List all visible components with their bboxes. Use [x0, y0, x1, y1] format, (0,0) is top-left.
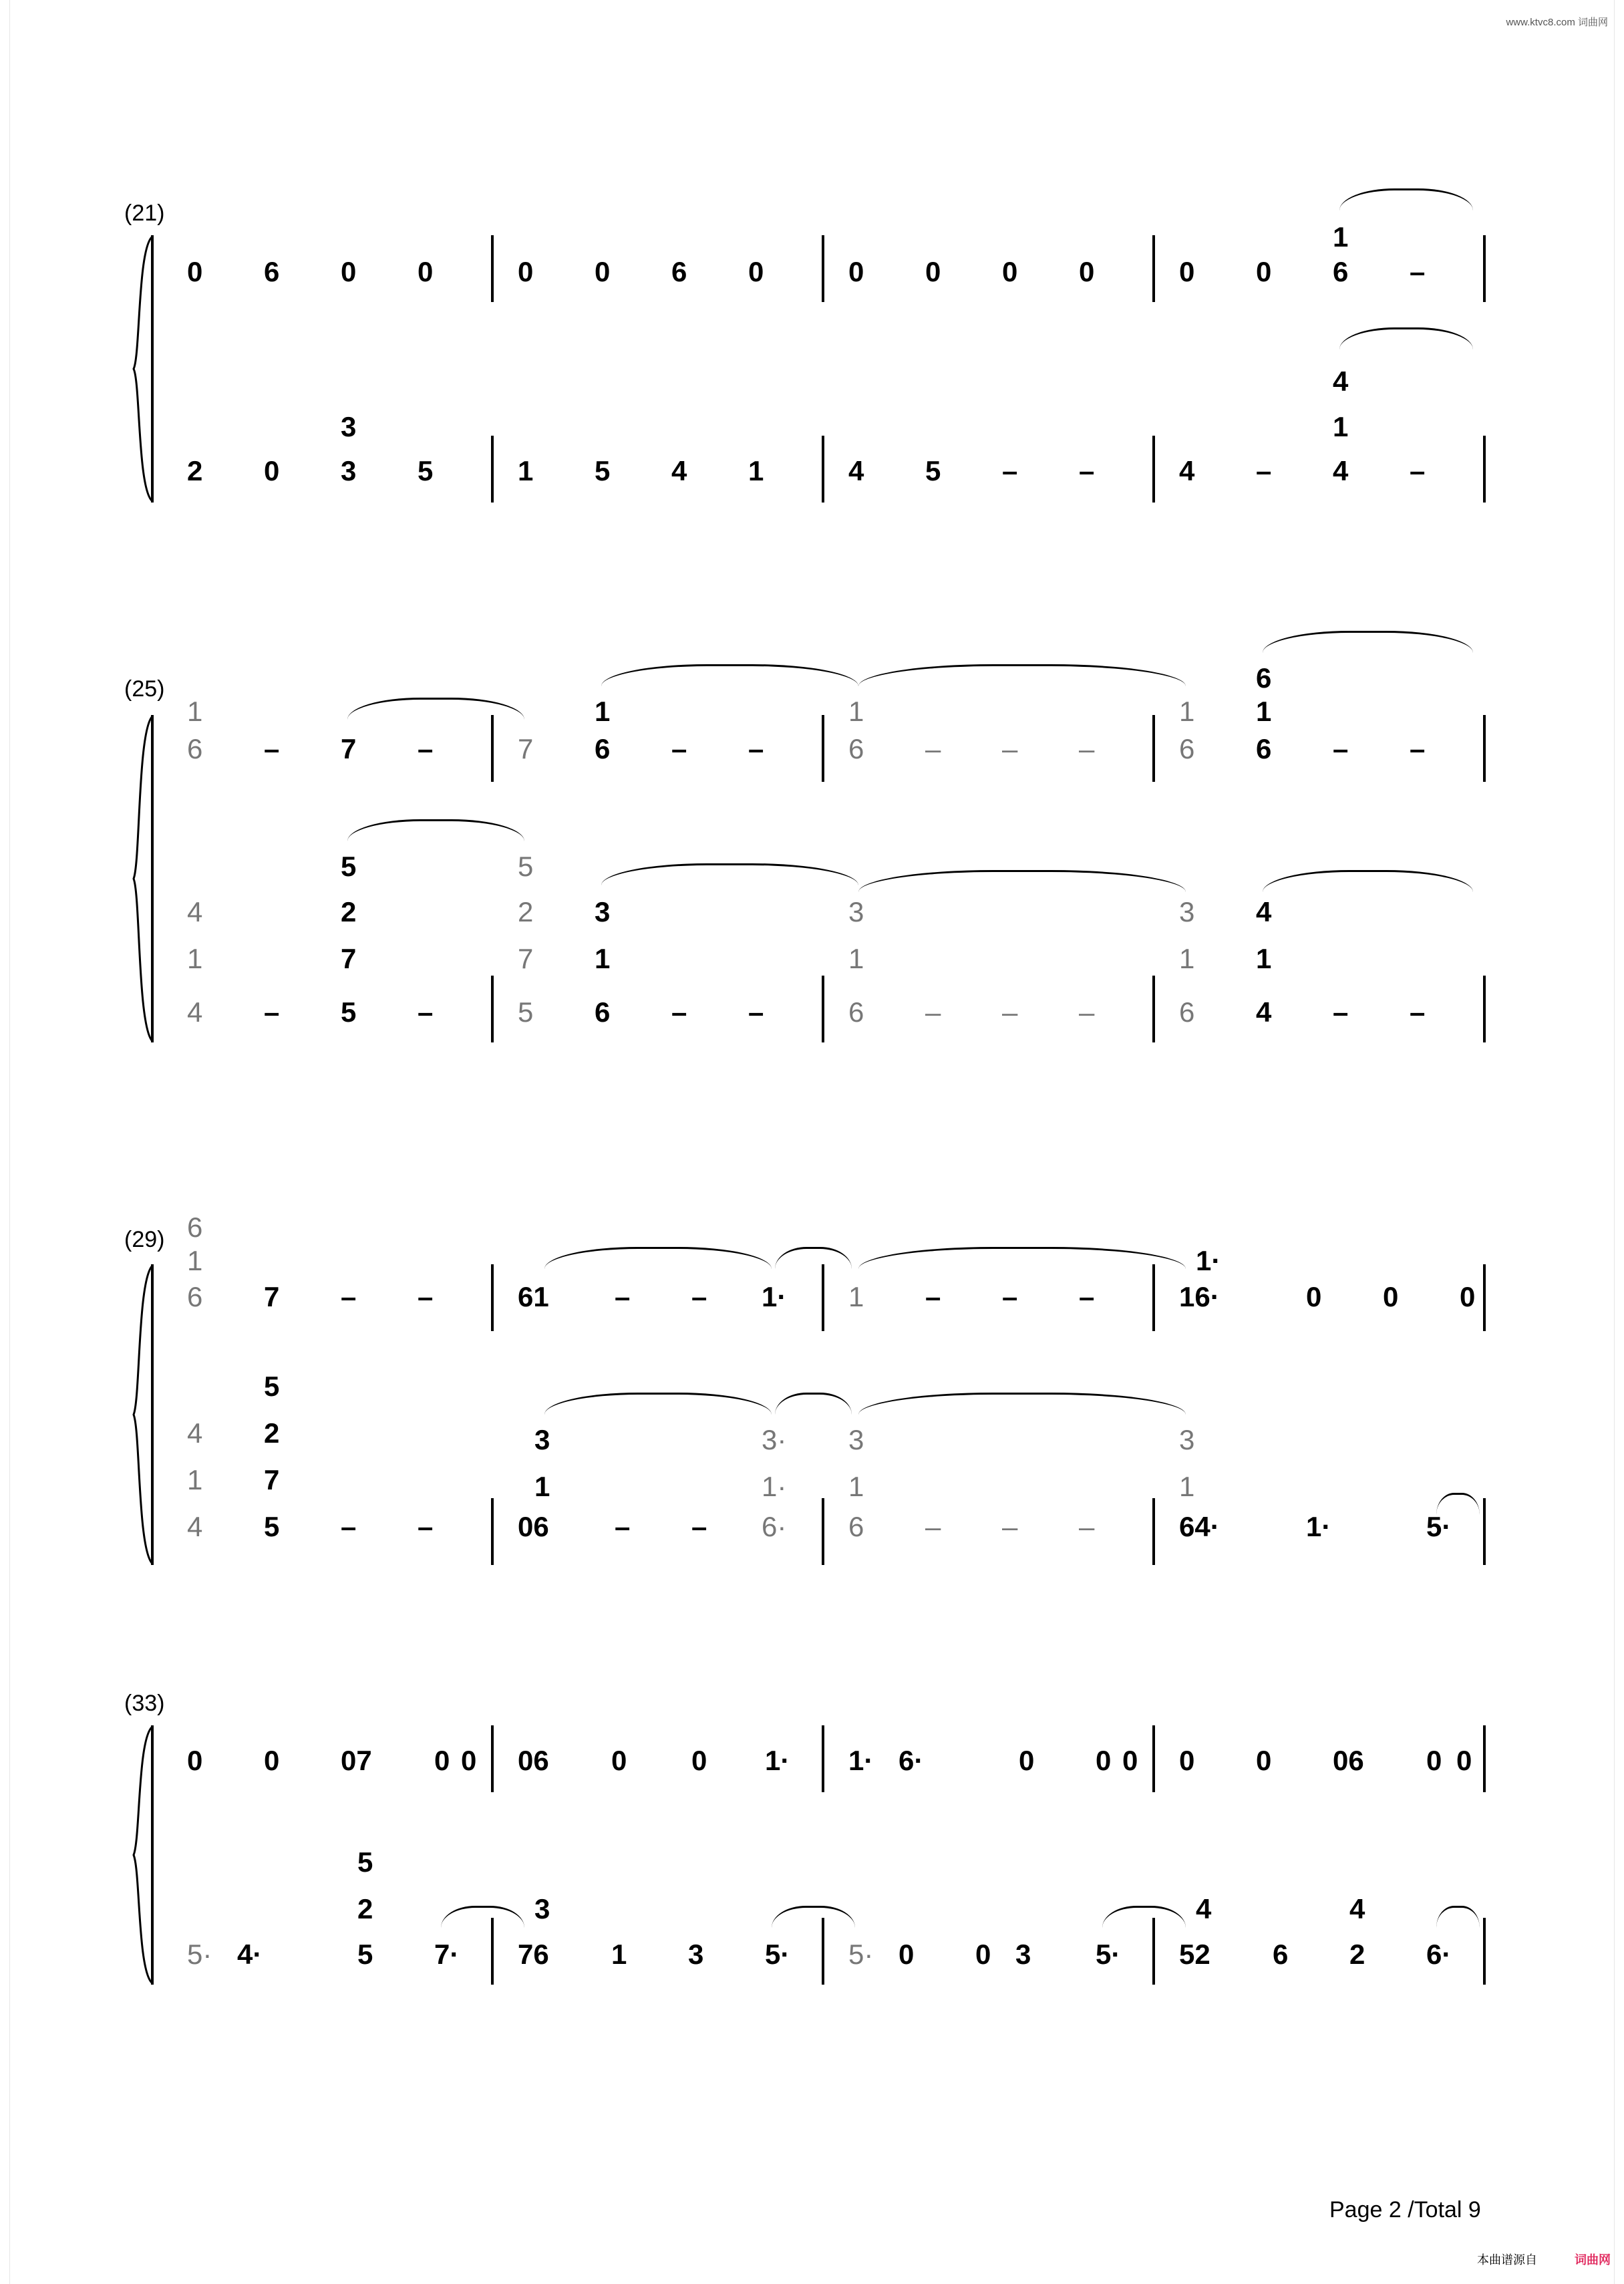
barline — [491, 715, 494, 782]
dash: – — [925, 1281, 941, 1312]
barline — [1152, 715, 1155, 782]
note: 4 — [187, 996, 203, 1028]
barline — [491, 1264, 494, 1331]
note: 4 — [1349, 1893, 1365, 1924]
note: 2 — [341, 896, 357, 927]
note: 0 — [1019, 1745, 1035, 1776]
note: 5 — [595, 455, 611, 486]
barline — [822, 1498, 824, 1565]
note: 0 — [518, 256, 534, 287]
note: 1 — [595, 696, 611, 727]
note: 0 — [1002, 256, 1018, 287]
note: 1· — [1306, 1511, 1331, 1542]
dash: – — [418, 1511, 434, 1542]
note: 0 — [1256, 1745, 1272, 1776]
note: 6· — [899, 1745, 924, 1776]
barline — [822, 976, 824, 1042]
note: 0 — [418, 256, 434, 287]
dash: – — [925, 733, 941, 764]
note: 7 — [518, 943, 534, 974]
barline — [491, 436, 494, 503]
note: 6 — [1256, 733, 1272, 764]
dash: – — [615, 1281, 631, 1312]
note: 0 — [595, 256, 611, 287]
note: 0 — [187, 256, 203, 287]
dash: – — [691, 1281, 707, 1312]
note: 7· — [434, 1939, 460, 1970]
barline — [491, 1725, 494, 1792]
slur — [772, 1906, 855, 1928]
dash: – — [1410, 733, 1426, 764]
note: 1 — [518, 455, 534, 486]
note: 6 — [595, 733, 611, 764]
note: 4· — [237, 1939, 263, 1970]
note: 4 — [1179, 455, 1195, 486]
note: 6 — [187, 1281, 203, 1312]
note: 1 — [1256, 696, 1272, 727]
note: 0 — [434, 1745, 450, 1776]
slur — [347, 698, 524, 720]
note: 61 — [518, 1281, 549, 1312]
note: 76 — [518, 1939, 549, 1970]
note: 6 — [264, 256, 280, 287]
note: 0 — [1179, 256, 1195, 287]
note: 7 — [264, 1464, 280, 1495]
note: 6 — [848, 996, 864, 1028]
barline — [1483, 715, 1486, 782]
note: 6 — [1179, 733, 1195, 764]
note: 6 — [187, 1211, 203, 1243]
barline — [1152, 976, 1155, 1042]
note: 1· — [762, 1281, 787, 1312]
dash: – — [418, 733, 434, 764]
dash: – — [748, 733, 764, 764]
dash: – — [264, 996, 280, 1028]
note: 5 — [357, 1846, 373, 1878]
dash: – — [264, 733, 280, 764]
note: 2 — [1349, 1939, 1365, 1970]
slur — [858, 870, 1186, 892]
note: 0 — [1079, 256, 1095, 287]
note: 0 — [264, 455, 280, 486]
note: 1· — [765, 1745, 790, 1776]
dash: – — [691, 1511, 707, 1542]
slur — [1436, 1906, 1480, 1928]
note: 6· — [1426, 1939, 1452, 1970]
barline — [491, 1498, 494, 1565]
note: 0 — [341, 256, 357, 287]
note: 1· — [762, 1471, 787, 1502]
dash: – — [1002, 1281, 1018, 1312]
system-number: (33) — [124, 1691, 165, 1716]
barline — [822, 715, 824, 782]
note: 0 — [1256, 256, 1272, 287]
dash: – — [748, 996, 764, 1028]
slur — [1263, 870, 1473, 892]
system-number: (21) — [124, 200, 165, 226]
note: 1 — [848, 943, 864, 974]
system-barline — [151, 1264, 154, 1565]
barline — [1483, 436, 1486, 503]
note: 0 — [264, 1745, 280, 1776]
note: 6 — [1256, 662, 1272, 694]
note: 0 — [611, 1745, 627, 1776]
note: 1 — [748, 455, 764, 486]
barline — [822, 1918, 824, 1985]
note: 4 — [187, 1417, 203, 1449]
note: 16· — [1179, 1281, 1220, 1312]
barline — [1152, 1725, 1155, 1792]
note: 0 — [187, 1745, 203, 1776]
note: 6 — [671, 256, 687, 287]
barline — [1152, 1498, 1155, 1565]
barline — [1152, 1918, 1155, 1985]
dash: – — [671, 733, 687, 764]
note: 1 — [595, 943, 611, 974]
note: 2 — [357, 1893, 373, 1924]
dash: – — [1002, 455, 1018, 486]
note: 1 — [1333, 221, 1349, 253]
note: 6 — [848, 733, 864, 764]
dash: – — [418, 996, 434, 1028]
note: 1 — [1179, 1471, 1195, 1502]
note: 1 — [1179, 696, 1195, 727]
dash: – — [1333, 733, 1349, 764]
note: 4 — [1256, 996, 1272, 1028]
note: 5 — [341, 851, 357, 882]
note: 6 — [595, 996, 611, 1028]
note: 0 — [899, 1939, 915, 1970]
barline — [1483, 1264, 1486, 1331]
slur — [347, 819, 524, 841]
note: 5· — [765, 1939, 790, 1970]
slur — [601, 664, 858, 686]
dash: – — [1079, 1281, 1095, 1312]
dash: – — [1410, 256, 1426, 287]
system-barline — [151, 715, 154, 1042]
note: 3 — [341, 455, 357, 486]
barline — [1483, 1725, 1486, 1792]
note: 06 — [518, 1745, 549, 1776]
note: 0 — [461, 1745, 477, 1776]
site-watermark: www.ktvc8.com 词曲网 — [1506, 17, 1608, 28]
system-barline — [151, 1725, 154, 1985]
dash: – — [341, 1511, 357, 1542]
barline — [491, 976, 494, 1042]
note: 0 — [691, 1745, 707, 1776]
note: 5 — [418, 455, 434, 486]
barline — [1152, 235, 1155, 302]
note: 4 — [187, 896, 203, 927]
barline — [491, 235, 494, 302]
note: 0 — [1179, 1745, 1195, 1776]
note: 5· — [1426, 1511, 1452, 1542]
note: 3 — [534, 1424, 550, 1455]
note: 1 — [187, 1245, 203, 1276]
note: 7 — [341, 733, 357, 764]
note: 0 — [748, 256, 764, 287]
note: 0 — [975, 1939, 991, 1970]
note: 2 — [518, 896, 534, 927]
note: 6 — [1333, 256, 1349, 287]
note: 1 — [848, 1281, 864, 1312]
dash: – — [1256, 455, 1272, 486]
source-note: 本曲谱源自 — [1477, 2253, 1537, 2267]
slur — [1339, 188, 1473, 210]
brand-logo: 词曲网 — [1575, 2253, 1611, 2267]
note: 3 — [848, 1424, 864, 1455]
slur — [544, 1247, 772, 1269]
slur — [1263, 631, 1473, 653]
note: 3 — [1179, 1424, 1195, 1455]
note: 0 — [925, 256, 941, 287]
barline — [1152, 436, 1155, 503]
dash: – — [925, 1511, 941, 1542]
note: 5 — [341, 996, 357, 1028]
note: 1 — [611, 1939, 627, 1970]
note: 2 — [264, 1417, 280, 1449]
note: 6 — [848, 1511, 864, 1542]
note: 5 — [925, 455, 941, 486]
barline — [822, 1264, 824, 1331]
page-edge-left — [0, 0, 10, 2284]
dash: – — [615, 1511, 631, 1542]
note: 1 — [1179, 943, 1195, 974]
dash: – — [1002, 1511, 1018, 1542]
note: 3 — [848, 896, 864, 927]
dash: – — [1002, 733, 1018, 764]
note: 5 — [264, 1511, 280, 1542]
note: 3 — [341, 411, 357, 442]
note: 1 — [534, 1471, 550, 1502]
barline — [1483, 1498, 1486, 1565]
slur — [858, 1247, 1186, 1269]
slur — [775, 1247, 852, 1269]
note: 06 — [1333, 1745, 1364, 1776]
note: 0 — [848, 256, 864, 287]
note: 2 — [187, 455, 203, 486]
dash: – — [671, 996, 687, 1028]
note: 3 — [1015, 1939, 1031, 1970]
slur — [1339, 327, 1473, 349]
note: 4 — [187, 1511, 203, 1542]
slur — [601, 863, 858, 885]
barline — [491, 1918, 494, 1985]
note: 4 — [1196, 1893, 1212, 1924]
slur — [544, 1393, 772, 1415]
slur — [775, 1393, 852, 1415]
slur — [441, 1906, 524, 1928]
dash: – — [1079, 733, 1095, 764]
note: 5 — [518, 851, 534, 882]
note: 5· — [1096, 1939, 1121, 1970]
note: 1 — [848, 1471, 864, 1502]
note: 1 — [187, 696, 203, 727]
dash: – — [925, 996, 941, 1028]
note: 4 — [671, 455, 687, 486]
note: 1 — [1256, 943, 1272, 974]
dash: – — [1333, 996, 1349, 1028]
note: 0 — [1383, 1281, 1399, 1312]
barline — [1152, 1264, 1155, 1331]
barline — [1483, 1918, 1486, 1985]
note: 7 — [264, 1281, 280, 1312]
note: 3 — [1179, 896, 1195, 927]
note: 0 — [1426, 1745, 1442, 1776]
barline — [822, 235, 824, 302]
barline — [1483, 976, 1486, 1042]
dash: – — [1002, 996, 1018, 1028]
slur — [858, 664, 1186, 686]
note: 7 — [341, 943, 357, 974]
note: 3 — [688, 1939, 704, 1970]
dash: – — [418, 1281, 434, 1312]
barline — [1483, 235, 1486, 302]
dash: – — [1079, 1511, 1095, 1542]
note: 4 — [1333, 455, 1349, 486]
note: 52 — [1179, 1939, 1210, 1970]
note: 5· — [848, 1939, 874, 1970]
system-barline — [151, 235, 154, 503]
note: 0 — [1460, 1281, 1476, 1312]
note: 6 — [1273, 1939, 1289, 1970]
note: 1 — [848, 696, 864, 727]
dash: – — [1410, 996, 1426, 1028]
note: 1· — [848, 1745, 874, 1776]
note: 3· — [762, 1424, 787, 1455]
note: 4 — [1256, 896, 1272, 927]
slur — [858, 1393, 1186, 1415]
note: 1 — [1333, 411, 1349, 442]
dash: – — [1079, 455, 1095, 486]
dash: – — [1079, 996, 1095, 1028]
system-number: (25) — [124, 676, 165, 702]
note: 6 — [187, 733, 203, 764]
note: 5· — [187, 1939, 212, 1970]
system-number: (29) — [124, 1227, 165, 1252]
note: 3 — [534, 1893, 550, 1924]
note: 0 — [1096, 1745, 1112, 1776]
slur — [1436, 1493, 1480, 1515]
note: 0 — [1456, 1745, 1472, 1776]
page-edge-right — [1614, 0, 1624, 2284]
note: 5 — [518, 996, 534, 1028]
note: 6 — [1179, 996, 1195, 1028]
note: 64· — [1179, 1511, 1220, 1542]
slur — [1102, 1906, 1186, 1928]
note: 0 — [1122, 1745, 1138, 1776]
note: 1 — [187, 1464, 203, 1495]
note: 5 — [264, 1371, 280, 1402]
dash: – — [1410, 455, 1426, 486]
note: 1 — [187, 943, 203, 974]
note: 4 — [848, 455, 864, 486]
note: 07 — [341, 1745, 372, 1776]
note: 7 — [518, 733, 534, 764]
note: 1· — [1196, 1245, 1221, 1276]
barline — [822, 1725, 824, 1792]
note: 4 — [1333, 366, 1349, 397]
barline — [822, 436, 824, 503]
note: 06 — [518, 1511, 549, 1542]
note: 5 — [357, 1939, 373, 1970]
page-counter: Page 2 /Total 9 — [1329, 2197, 1481, 2223]
dash: – — [341, 1281, 357, 1312]
note: 3 — [595, 896, 611, 927]
note: 0 — [1306, 1281, 1322, 1312]
note: 6· — [762, 1511, 787, 1542]
